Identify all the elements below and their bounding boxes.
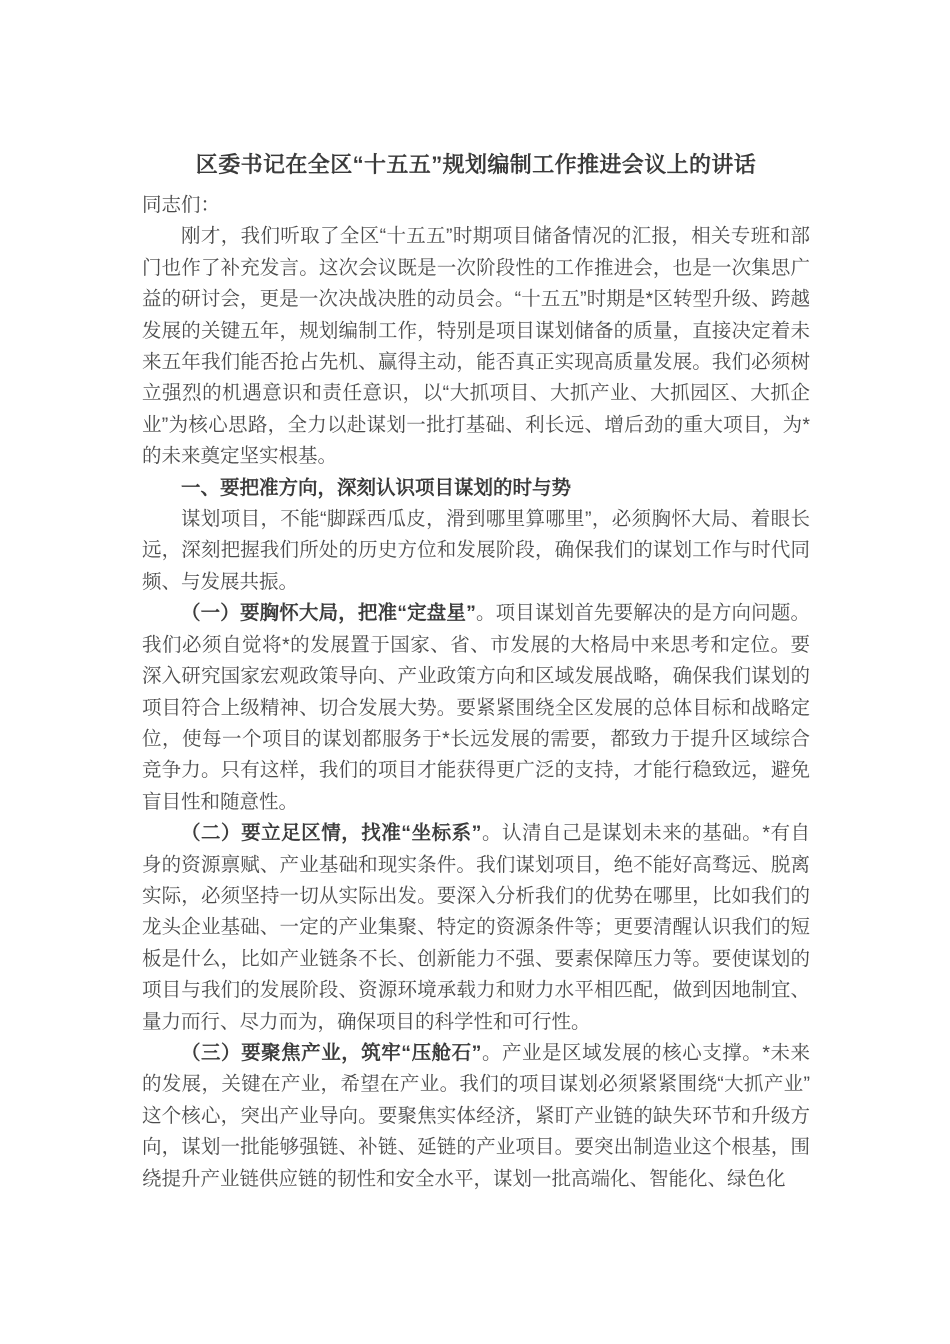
item-1-body: 。项目谋划首先要解决的是方向问题。我们必须自觉将*的发展置于国家、省、市发展的大格局中来思考和定位。要深入研究国家宏观政策导向、产业政策方向和区域发展战略，确保我们谋划的项目符合上级精神、切合发展大势。要紧紧围绕全区发展的总体目标和战略定位，使每一个项目的谋划都服务于*长远发展的需要，都致力于提升区域综合竞争力。只有这样，我们的项目才能获得更广泛的支持，才能行稳致远，避免盲目性和随意性。: [142, 602, 810, 813]
section-heading-1: 一、要把准方向，深刻认识项目谋划的时与势: [181, 476, 572, 499]
page-title: 区委书记在全区“十五五”规划编制工作推进会议上的讲话: [195, 152, 757, 177]
paragraph-item-1: [142, 598, 810, 818]
item-3-body: 。产业是区域发展的核心支撑。*未来的发展，关键在产业，希望在产业。我们的项目谋划必须紧紧围绕“大抓产业”这个核心，突出产业导向。要聚焦实体经济，紧盯产业链的缺失环节和升级方向，谋划一批能够强链、补链、延链的产业项目。要突出制造业这个根基，围绕提升产业链供应链的韧性和安全水平，谋划一批高端化、智能化、绿色化: [142, 1041, 810, 1190]
item-2-lead: （二）要立足区情，找准“坐标系”: [181, 822, 482, 845]
item-2-body: 。认清自己是谋划未来的基础。*有自身的资源禀赋、产业基础和现实条件。我们谋划项目，绝不能好高骛远、脱离实际，必须坚持一切从实际出发。要深入分析我们的优势在哪里，比如我们的龙头企业基础、一定的产业集聚、特定的资源条件等；更要清醒认识我们的短板是什么，比如产业链条不长、创新能力不强、要素保障压力等。要使谋划的项目与我们的发展阶段、资源环境承载力和财力水平相匹配，做到因地制宜、量力而行、尽力而为，确保项目的科学性和可行性。: [142, 822, 810, 1033]
paragraph-intro: 刚才，我们听取了全区“十五五”时期项目储备情况的汇报，相关专班和部门也作了补充发言。这次会议既是一次阶段性的工作推进会，也是一次集思广益的研讨会，更是一次决战决胜的动员会。“十五五”时期是*区转型升级、跨越发展的关键五年，规划编制工作，特别是项目谋划储备的质量，直接决定着未来五年我们能否抢占先机、赢得主动，能否真正实现高质量发展。我们必须树立强烈的机遇意识和责任意识，以“大抓项目、大抓产业、大抓园区、大抓企业”为核心思路，全力以赴谋划一批打基础、利长远、增后劲的重大项目，为*的未来奠定坚实根基。: [142, 225, 810, 468]
item-3-lead: （三）要聚焦产业，筑牢“压舱石”: [181, 1041, 482, 1064]
item-1-lead: （一）要胸怀大局，把准“定盘星”: [181, 602, 476, 625]
paragraph-section-1-intro: 谋划项目，不能“脚踩西瓜皮，滑到哪里算哪里”，必须胸怀大局、着眼长远，深刻把握我们所处的历史方位和发展阶段，确保我们的谋划工作与时代同频、与发展共振。: [142, 508, 810, 593]
paragraph-item-3: [142, 1038, 810, 1195]
paragraph-item-2: [142, 818, 810, 1038]
salutation: 同志们：: [142, 194, 221, 216]
